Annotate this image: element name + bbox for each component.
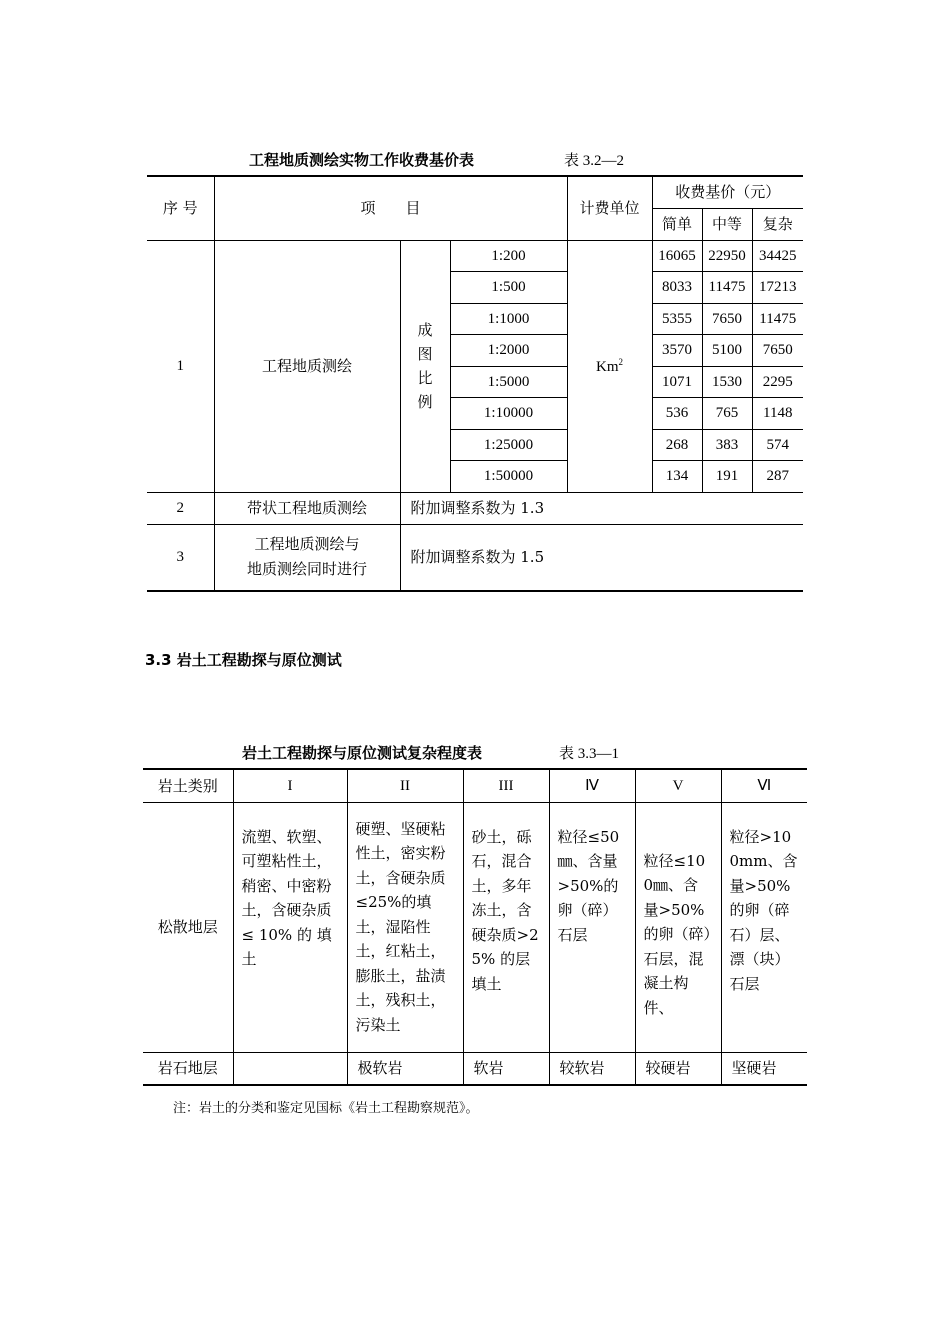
price-simple: 134 bbox=[652, 461, 702, 493]
header-grade: III bbox=[463, 769, 549, 802]
section-title: 3.3 岩土工程勘探与原位测试 bbox=[145, 651, 342, 669]
row3-name-line: 地质测绘同时进行 bbox=[246, 560, 367, 579]
scale-cell: 1:500 bbox=[450, 272, 567, 304]
scale-label-char: 比 bbox=[417, 369, 433, 387]
unit-sup: 2 bbox=[618, 356, 624, 367]
header-seq: 序 号 bbox=[147, 176, 214, 240]
loose-cell: 硬塑、坚硬粘性土，密实粉土，含硬杂质≤25%的填土，湿陷性土，红粘土，膨胀土，盐渍土，残积土，污染土 bbox=[347, 802, 463, 1052]
price-simple: 3570 bbox=[652, 335, 702, 367]
table1-caption: 工程地质测绘实物工作收费基价表 bbox=[249, 151, 475, 169]
header-grade: Ⅳ bbox=[549, 769, 635, 802]
table1-number: 表 3.2—2 bbox=[564, 153, 625, 169]
row2-name: 带状工程地质测绘 bbox=[214, 492, 400, 524]
table2-caption: 岩土工程勘探与原位测试复杂程度表 bbox=[242, 744, 483, 762]
loose-label: 松散地层 bbox=[143, 802, 233, 1052]
rock-cell: 坚硬岩 bbox=[721, 1052, 807, 1085]
header-unit: 计费单位 bbox=[567, 176, 652, 240]
rock-cell: 软岩 bbox=[463, 1052, 549, 1085]
row1-name: 工程地质测绘 bbox=[214, 240, 400, 492]
scale-label-char: 例 bbox=[417, 393, 433, 411]
row3-name bbox=[214, 524, 400, 591]
rock-label: 岩石地层 bbox=[143, 1052, 233, 1085]
price-medium: 1530 bbox=[702, 366, 752, 398]
rock-cell bbox=[233, 1052, 347, 1085]
header-medium: 中等 bbox=[702, 208, 752, 240]
table2-number: 表 3.3—1 bbox=[559, 746, 620, 762]
row2-seq: 2 bbox=[147, 492, 214, 524]
price-medium: 5100 bbox=[702, 335, 752, 367]
price-simple: 16065 bbox=[652, 240, 702, 272]
price-medium: 765 bbox=[702, 398, 752, 430]
header-grade: II bbox=[347, 769, 463, 802]
scale-label bbox=[400, 240, 450, 492]
scale-label-char: 成 bbox=[417, 321, 433, 339]
scale-cell: 1:10000 bbox=[450, 398, 567, 430]
scale-label-char: 图 bbox=[417, 345, 433, 363]
price-complex: 287 bbox=[752, 461, 803, 493]
price-medium: 383 bbox=[702, 429, 752, 461]
rock-cell: 较硬岩 bbox=[635, 1052, 721, 1085]
fee-table bbox=[147, 175, 803, 592]
header-price: 收费基价（元） bbox=[652, 176, 803, 208]
price-complex: 7650 bbox=[752, 335, 803, 367]
footnote: 注：岩土的分类和鉴定见国标《岩土工程勘察规范》。 bbox=[173, 1101, 479, 1116]
price-medium: 22950 bbox=[702, 240, 752, 272]
row3-name-line: 工程地质测绘与 bbox=[254, 535, 360, 554]
rock-cell: 较软岩 bbox=[549, 1052, 635, 1085]
scale-cell: 1:2000 bbox=[450, 335, 567, 367]
loose-cell: 粒径≤100㎜、含量>50%的卵（碎）石层，混凝土构件、 bbox=[635, 802, 721, 1052]
price-simple: 5355 bbox=[652, 303, 702, 335]
scale-cell: 1:200 bbox=[450, 240, 567, 272]
row3-note: 附加调整系数为 1.5 bbox=[400, 524, 803, 591]
price-medium: 7650 bbox=[702, 303, 752, 335]
price-complex: 34425 bbox=[752, 240, 803, 272]
price-medium: 11475 bbox=[702, 272, 752, 304]
header-simple: 简单 bbox=[652, 208, 702, 240]
price-complex: 11475 bbox=[752, 303, 803, 335]
price-complex: 1148 bbox=[752, 398, 803, 430]
loose-cell: 砂土，砾石，混合土，多年冻土，含硬杂质>25% 的层填土 bbox=[463, 802, 549, 1052]
header-grade: Ⅵ bbox=[721, 769, 807, 802]
header-grade: I bbox=[233, 769, 347, 802]
row2-note: 附加调整系数为 1.3 bbox=[400, 492, 803, 524]
price-simple: 268 bbox=[652, 429, 702, 461]
price-simple: 1071 bbox=[652, 366, 702, 398]
complexity-table bbox=[143, 768, 807, 1086]
loose-cell: 流塑、软塑、可塑粘性土，稍密、中密粉土，含硬杂质≤ 10% 的 填土 bbox=[233, 802, 347, 1052]
scale-cell: 1:1000 bbox=[450, 303, 567, 335]
price-complex: 574 bbox=[752, 429, 803, 461]
row1-seq: 1 bbox=[147, 240, 214, 492]
scale-cell: 1:50000 bbox=[450, 461, 567, 493]
price-simple: 536 bbox=[652, 398, 702, 430]
header-grade: V bbox=[635, 769, 721, 802]
loose-cell: 粒径>100mm、含量>50%的卵（碎石）层、漂（块）石层 bbox=[721, 802, 807, 1052]
row3-seq: 3 bbox=[147, 524, 214, 591]
header-complex: 复杂 bbox=[752, 208, 803, 240]
loose-cell: 粒径≤50㎜、含量>50%的卵（碎）石层 bbox=[549, 802, 635, 1052]
scale-cell: 1:5000 bbox=[450, 366, 567, 398]
header-item: 项 目 bbox=[214, 176, 567, 240]
price-complex: 17213 bbox=[752, 272, 803, 304]
price-medium: 191 bbox=[702, 461, 752, 493]
unit-base: Km bbox=[596, 358, 619, 375]
header-category: 岩土类别 bbox=[143, 769, 233, 802]
unit-cell bbox=[567, 240, 652, 492]
rock-cell: 极软岩 bbox=[347, 1052, 463, 1085]
price-complex: 2295 bbox=[752, 366, 803, 398]
scale-cell: 1:25000 bbox=[450, 429, 567, 461]
price-simple: 8033 bbox=[652, 272, 702, 304]
